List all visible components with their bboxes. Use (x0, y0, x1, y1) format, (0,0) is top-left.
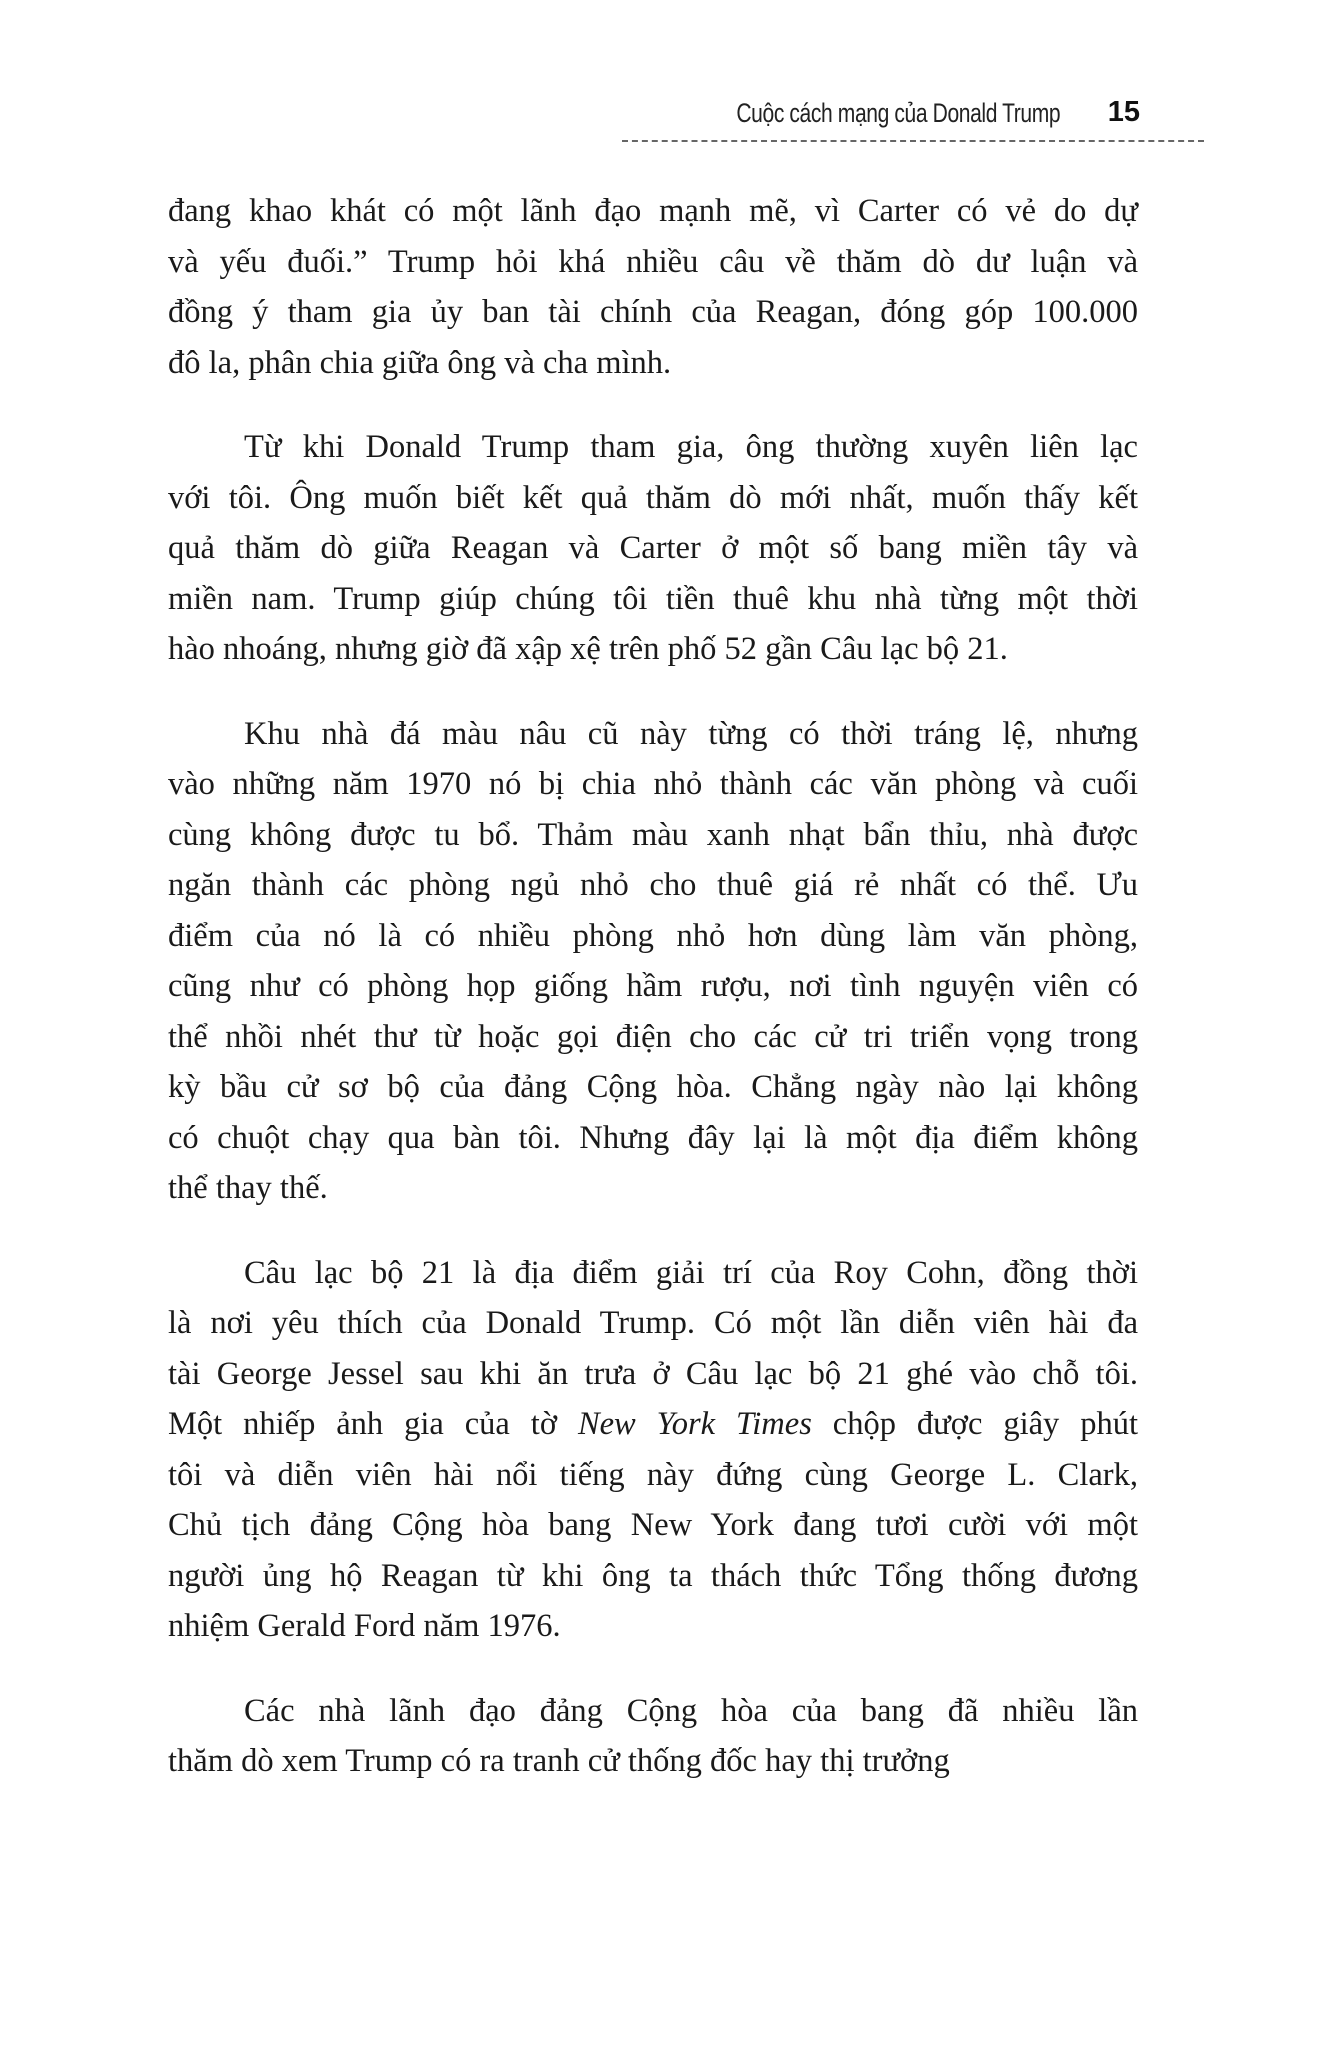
text-line: Các nhà lãnh đạo đảng Cộng hòa của bang đã nhiều lần (244, 1692, 1138, 1729)
text-line: thể thay thế. (168, 1170, 328, 1206)
text-line: miền nam. Trump giúp chúng tôi tiền thuê khu nhà từng một thời (168, 580, 1138, 617)
italic-title: New York Times (577, 1406, 812, 1442)
text-line: đang khao khát có một lãnh đạo mạnh mẽ, vì Carter có vẻ do dự (168, 193, 1138, 229)
text-line: Chủ tịch đảng Cộng hòa bang New York đang tươi cười với một (168, 1507, 1138, 1543)
text-line: thăm dò xem Trump có ra tranh cử thống đốc hay thị trưởng (168, 1743, 950, 1779)
text-line: vào những năm 1970 nó bị chia nhỏ thành các văn phòng và cuối (168, 766, 1138, 802)
header-dotted-rule (622, 140, 1204, 142)
body-text (168, 186, 1138, 1821)
paragraph (168, 1686, 1138, 1787)
text-segment: Một nhiếp ảnh gia của tờ (168, 1406, 578, 1442)
text-line: tài George Jessel sau khi ăn trưa ở Câu lạc bộ 21 ghé vào chỗ tôi. (168, 1355, 1138, 1392)
text-line: là nơi yêu thích của Donald Trump. Có một lần diễn viên hài đa (168, 1305, 1138, 1341)
paragraph (168, 186, 1138, 388)
text-line: quả thăm dò giữa Reagan và Carter ở một số bang miền tây và (168, 530, 1138, 566)
paragraph (168, 422, 1138, 675)
text-line: cũng như có phòng họp giống hầm rượu, nơi tình nguyện viên có (168, 968, 1138, 1004)
text-line: ngăn thành các phòng ngủ nhỏ cho thuê giá rẻ nhất có thể. Ưu (168, 867, 1138, 903)
page-number: 15 (1107, 96, 1140, 128)
text-line: Khu nhà đá màu nâu cũ này từng có thời tráng lệ, nhưng (244, 715, 1138, 752)
text-line: có chuột chạy qua bàn tôi. Nhưng đây lại là một địa điểm không (168, 1119, 1138, 1156)
running-title: Cuộc cách mạng của Donald Trump (736, 98, 1060, 128)
text-line: kỳ bầu cử sơ bộ của đảng Cộng hòa. Chẳng ngày nào lại không (168, 1069, 1138, 1105)
paragraph (168, 1248, 1138, 1652)
text-line: thể nhồi nhét thư từ hoặc gọi điện cho các cử tri triển vọng trong (168, 1018, 1138, 1055)
text-line: Từ khi Donald Trump tham gia, ông thường xuyên liên lạc (244, 429, 1138, 465)
text-line: đồng ý tham gia ủy ban tài chính của Reagan, đóng góp 100.000 (168, 294, 1138, 330)
text-line: cùng không được tu bổ. Thảm màu xanh nhạt bẩn thỉu, nhà được (168, 816, 1138, 853)
text-line: người ủng hộ Reagan từ khi ông ta thách thức Tổng thống đương (168, 1557, 1138, 1594)
text-line: và yếu đuối.” Trump hỏi khá nhiều câu về thăm dò dư luận và (168, 243, 1138, 280)
text-line: tôi và diễn viên hài nổi tiếng này đứng cùng George L. Clark, (168, 1456, 1138, 1493)
text-line: đô la, phân chia giữa ông và cha mình. (168, 344, 672, 381)
text-line (168, 1399, 1138, 1450)
text-line: nhiệm Gerald Ford năm 1976. (168, 1608, 561, 1644)
text-line: với tôi. Ông muốn biết kết quả thăm dò mới nhất, muốn thấy kết (168, 479, 1138, 516)
text-segment: chộp được giây phút (811, 1406, 1138, 1442)
running-head (600, 96, 1140, 136)
text-line: Câu lạc bộ 21 là địa điểm giải trí của Roy Cohn, đồng thời (244, 1254, 1138, 1291)
paragraph (168, 709, 1138, 1214)
text-line: điểm của nó là có nhiều phòng nhỏ hơn dùng làm văn phòng, (168, 917, 1138, 954)
text-line: hào nhoáng, nhưng giờ đã xập xệ trên phố 52 gần Câu lạc bộ 21. (168, 631, 1008, 667)
